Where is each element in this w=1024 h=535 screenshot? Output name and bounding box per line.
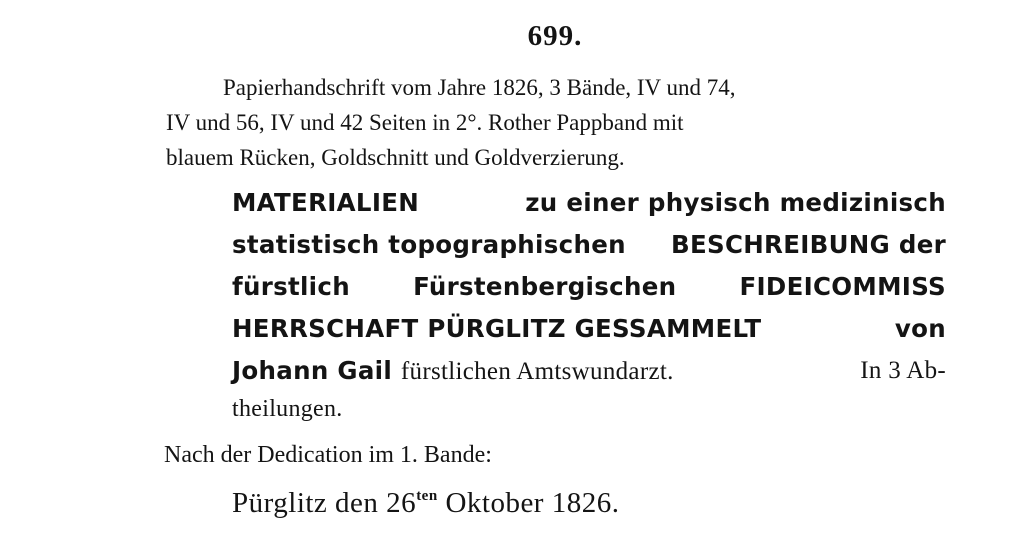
title-word: HERRSCHAFT PÜRGLITZ GESSAMMELT [232, 314, 762, 343]
title-word: zu einer physisch medizinisch [525, 188, 946, 217]
description-line: blauem Rücken, Goldschnitt und Goldverzierung. [166, 145, 625, 170]
title-line [232, 308, 946, 350]
description-line: IV und 56, IV und 42 Seiten in 2°. Rother Pappband mit [166, 110, 684, 135]
dedication-place-date-suffix: Oktober 1826. [445, 487, 620, 519]
title-line: theilungen. [232, 396, 343, 422]
title-word: von [894, 314, 946, 343]
title-line [232, 266, 946, 308]
entry-number: 699. [527, 20, 583, 52]
dedication-note: Nach der Dedication im 1. Bande: [164, 442, 492, 468]
title-line [232, 182, 946, 224]
title-word: MATERIALIEN [232, 188, 420, 217]
title-line [232, 350, 946, 393]
volume-count: In 3 Ab- [860, 357, 946, 384]
author-role: fürstlichen Amtswundarzt. [400, 358, 674, 385]
author-name: Johann Gail [232, 356, 393, 385]
title-word: fürstlich [232, 272, 350, 301]
title-word: BESCHREIBUNG der [670, 230, 946, 259]
title-word: FIDEICOMMISS [739, 272, 946, 301]
work-title [232, 182, 946, 427]
title-word: Fürstenbergischen [413, 272, 677, 301]
dedication-place-date-prefix: Pürglitz den 26 [232, 487, 417, 519]
dedication-place-date [232, 476, 619, 523]
title-line [232, 224, 946, 266]
manuscript-description [166, 70, 950, 175]
ordinal-superscript: ten [416, 488, 438, 504]
title-word: statistisch topographischen [232, 230, 626, 259]
description-line: Papierhandschrift vom Jahre 1826, 3 Bände, IV und 74, [223, 75, 736, 100]
